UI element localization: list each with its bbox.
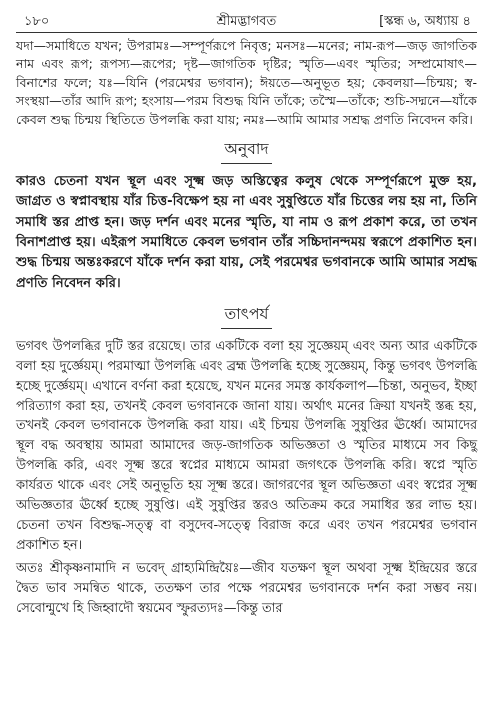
- translation-paragraph: কারও চেতনা যখন স্থূল এবং সূক্ষ্ম জড় অস্তিত্বের কলুষ থেকে সম্পূর্ণরূপে মুক্ত হয়, জাগ্রত ও স্বপ্নাবস্থায় যাঁর চিত্ত-বিক্ষেপ হয় না এবং সুষুপ্তিতে যাঁর চিত্তের লয় হয় না, তিনি সমাধি স্তর প্রাপ্ত হন। জড় দর্শন এবং মনের স্মৃতি, যা নাম ও রূপ প্রকাশ করে, তা তখন বিনাশপ্রাপ্ত হয়। এইরূপ সমাধিতে কেবল ভগবান তাঁর সচ্চিদানন্দময় স্বরূপে প্রকাশিত হন। শুদ্ধ চিন্ময় অন্তঃকরণে যাঁকে দর্শন করা যায়, সেই পরমেশ্বর ভগবানকে আমি আমার সশ্রদ্ধ প্রণতি নিবেদন করি।: [16, 174, 477, 291]
- synonyms-paragraph: যদা—সমাধিতে যখন; উপরামঃ—সম্পূর্ণরূপে নিবৃত্ত; মনসঃ—মনের; নাম-রূপ—জড় জাগতিক নাম এবং রূপ; রূপস্য—রূপের; দৃষ্ট—জাগতিক দৃষ্টির; স্মৃতি—এবং স্মৃতির; সম্প্রমোষাৎ—বিনাশের ফলে; যঃ—যিনি (পরমেশ্বর ভগবান); ঈয়তে—অনুভূত হয়; কেবলয়া—চিন্ময়; স্ব-সংস্থয়া—তাঁর আদি রূপ; হংসায়—পরম বিশুদ্ধ যিনি তাঁকে; তস্মৈ—তাঁকে; শুচি-সদ্মনে—যাঁকে কেবল শুদ্ধ চিন্ময় স্থিতিতে উপলব্ধি করা যায়; নমঃ—আমি আমার সশ্রদ্ধ প্রণতি নিবেদন করি।: [16, 38, 477, 127]
- purport-heading: [16, 302, 477, 329]
- page-number: ১৮০: [24, 14, 50, 29]
- purport-heading-text: তাৎপর্য: [221, 302, 273, 329]
- purport-section: [16, 337, 477, 619]
- book-title: শ্রীমদ্ভাগবত: [216, 14, 277, 29]
- translation-heading-text: অনুবাদ: [221, 137, 273, 164]
- chapter-reference: [স্কন্ধ ৬, অধ্যায় ৪: [379, 14, 471, 29]
- translation-heading: [16, 137, 477, 164]
- page-header: [16, 8, 477, 32]
- purport-paragraph-2: অতঃ শ্রীকৃষ্ণনামাদি ন ভবেদ্ গ্রাহ্যমিন্দ্রিয়ৈঃ—জীব যতক্ষণ স্থূল অথবা সূক্ষ্ম ইন্দ্রিয়ের স্তরে দ্বৈত ভাব সমন্বিত থাকে, ততক্ষণ তার পক্ষে পরমেশ্বর ভগবানকে দর্শন করা সম্ভব নয়। সেবোন্মুখে হি জিহ্বাদৌ স্বয়মেব স্ফুরত্যদঃ—কিন্তু তার: [16, 560, 477, 616]
- purport-paragraph-1: ভগবৎ উপলব্ধির দুটি স্তর রয়েছে। তার একটিকে বলা হয় সুজ্ঞেয়ম্ এবং অন্য আর একটিকে বলা হয় দুর্জ্ঞেয়ম্। পরমাত্মা উপলব্ধি এবং ব্রহ্ম উপলব্ধি হচ্ছে সুজ্ঞেয়ম্, কিন্তু ভগবৎ উপলব্ধি হচ্ছে দুর্জ্ঞেয়ম্। এখানে বর্ণনা করা হয়েছে, যখন মনের সমস্ত কার্যকলাপ—চিন্তা, অনুভব, ইচ্ছা পরিত্যাগ করা হয়, তখনই কেবল ভগবানকে জানা যায়। অর্থাৎ মনের ক্রিয়া যখনই স্তব্ধ হয়, তখনই কেবল ভগবানকে উপলব্ধি করা যায়। এই চিন্ময় উপলব্ধি সুষুপ্তির ঊর্ধ্বে। আমাদের স্থূল বদ্ধ অবস্থায় আমরা আমাদের জড়-জাগতিক অভিজ্ঞতা ও স্মৃতির মাধ্যমে সব কিছু উপলব্ধি করি, এবং সূক্ষ্ম স্তরে স্বপ্নের মাধ্যমে আমরা জগৎকে উপলব্ধি করি। স্বপ্নে স্মৃতি কার্যরত থাকে এবং সেই অনুভূতি হয় সূক্ষ্ম স্তরে। জাগরণের স্থূল অভিজ্ঞতা এবং স্বপ্নের সূক্ষ্ম অভিজ্ঞতার ঊর্ধ্বে হচ্ছে সুষুপ্তি। এই সুষুপ্তির স্তরও অতিক্রম করে সমাধির স্তর লাভ হয়। চেতনা তখন বিশুদ্ধ-সত্ত্ব বা বসুদেব-সত্ত্বে বিরাজ করে এবং তখন পরমেশ্বর ভগবান প্রকাশিত হন।: [16, 338, 477, 553]
